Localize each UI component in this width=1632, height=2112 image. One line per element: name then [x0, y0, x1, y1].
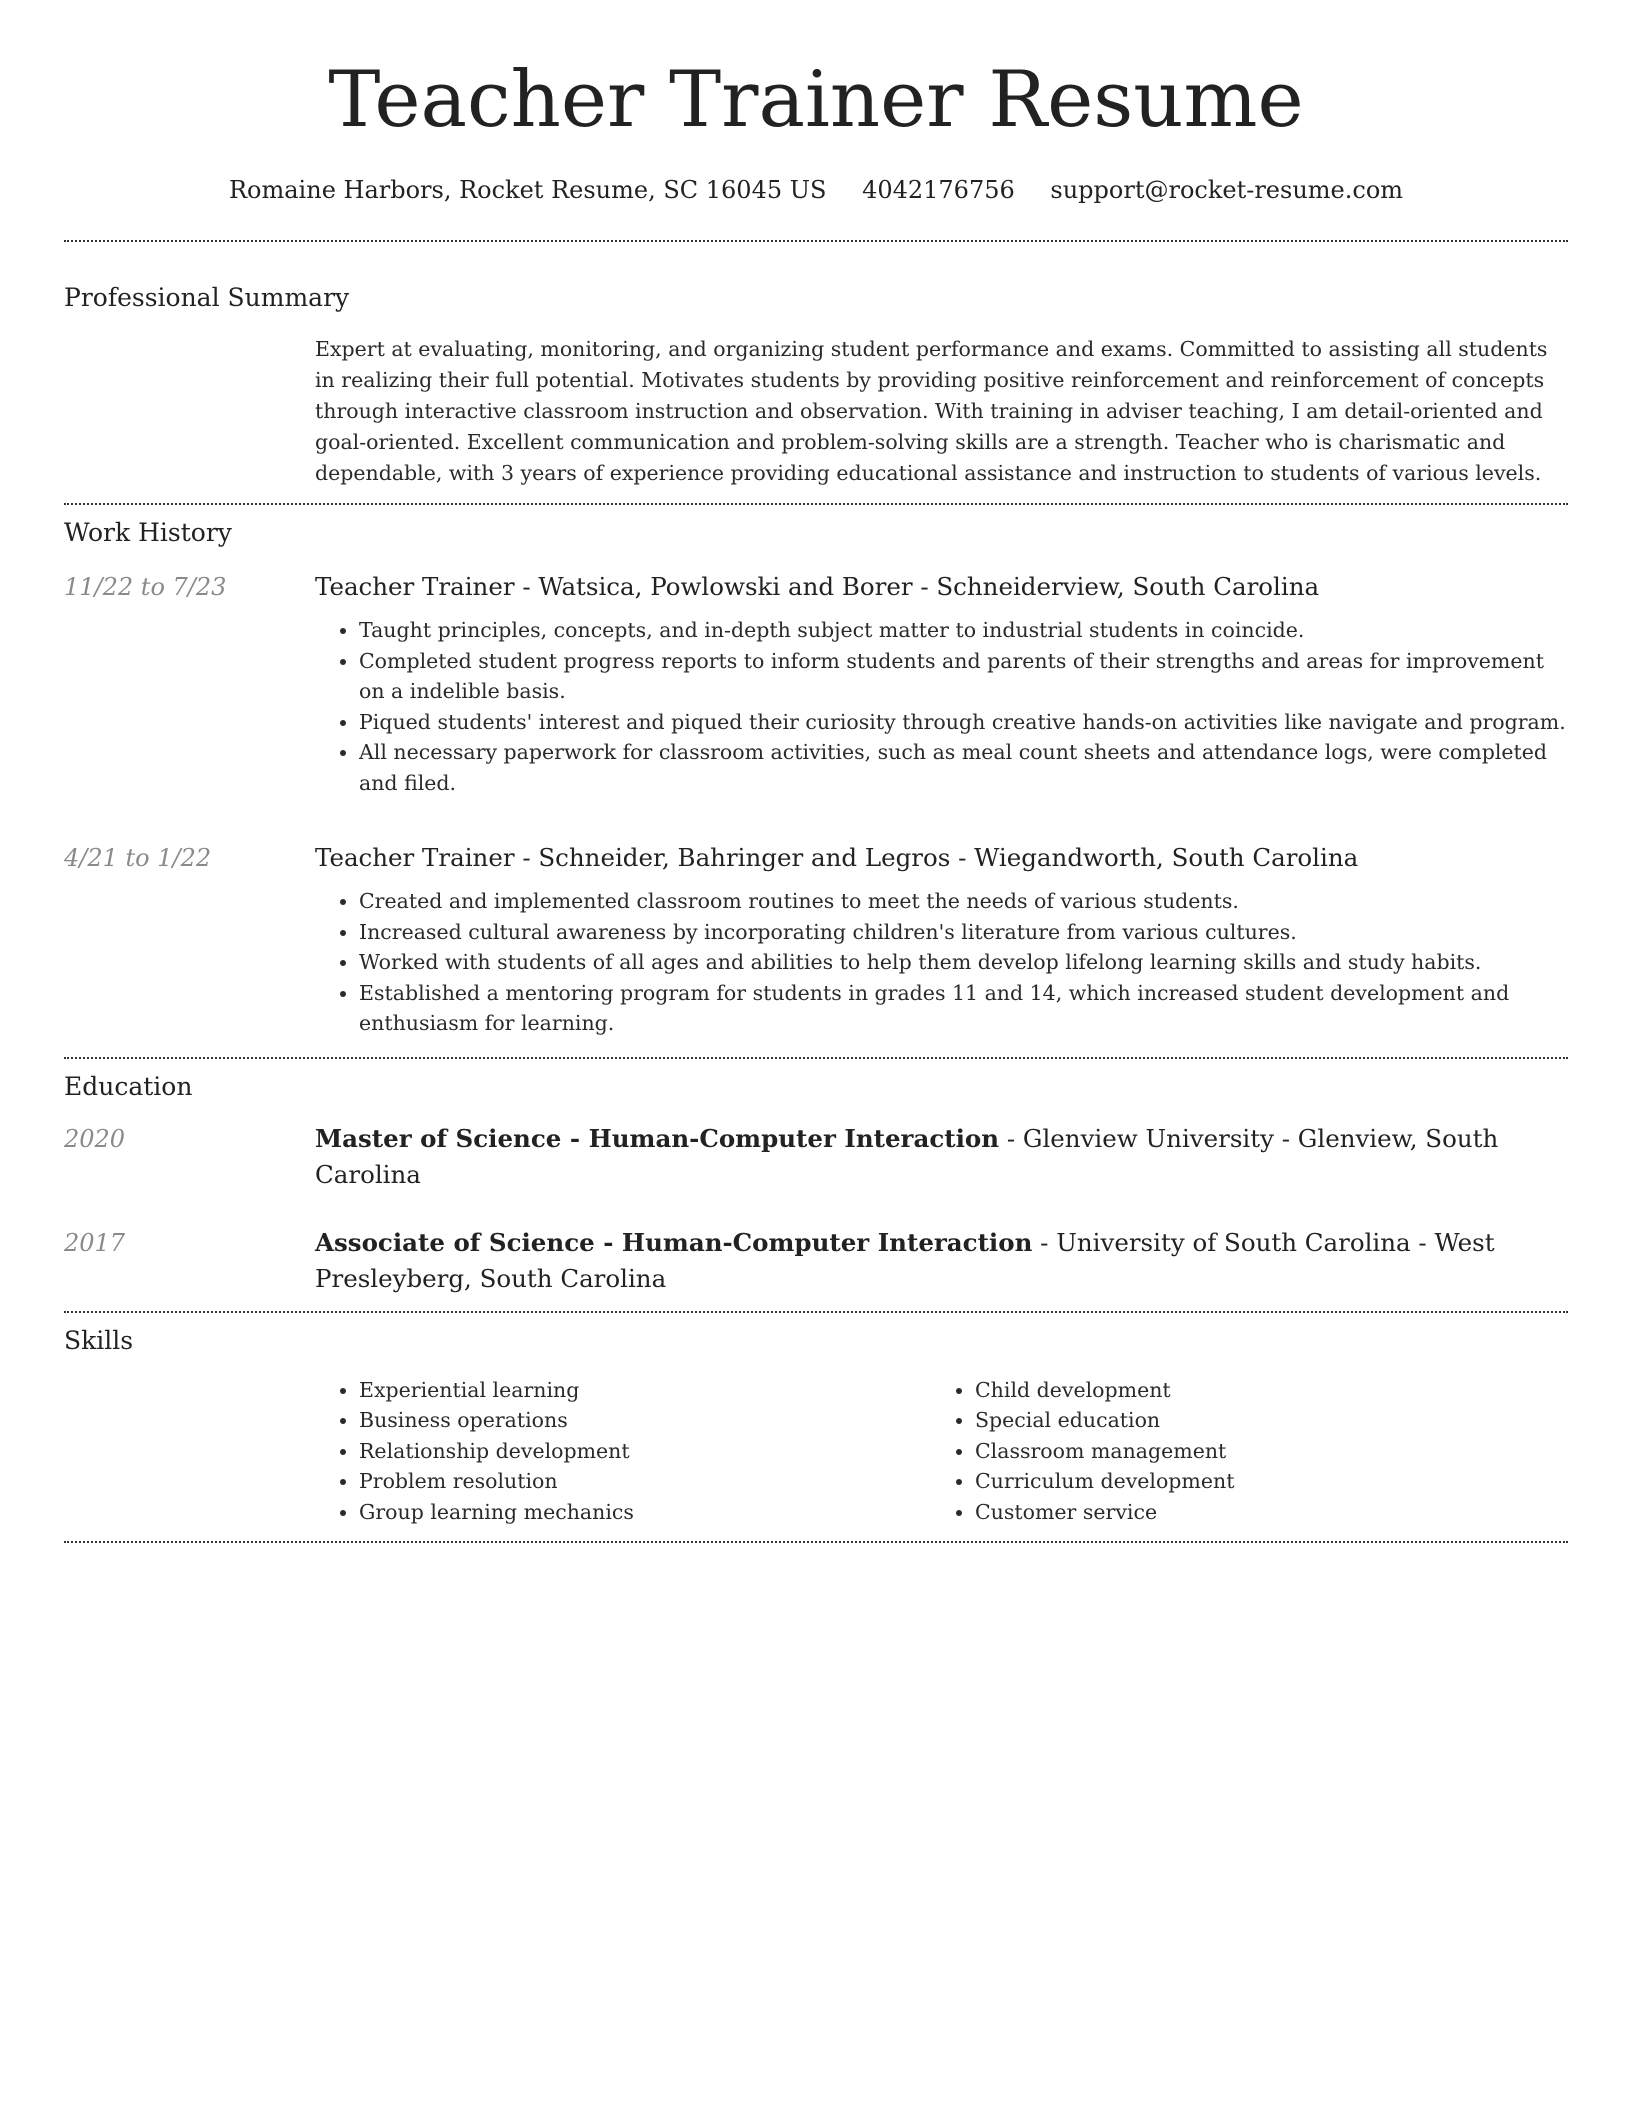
job-bullets	[315, 886, 1568, 1039]
list-item: • Worked with students of all ages and abilities to help them develop lifelong learning skills and study habits.	[359, 947, 1568, 978]
list-item: • Classroom management	[975, 1436, 1547, 1467]
contact-line	[64, 174, 1568, 206]
job-entry	[64, 840, 1568, 1039]
list-item: • Problem resolution	[359, 1466, 931, 1497]
job-title	[315, 840, 1568, 876]
skills-list	[315, 1375, 931, 1528]
job-employer: - Schneider, Bahringer and Legros - Wiegandworth, South Carolina	[514, 843, 1359, 872]
resume-title: Teacher Trainer Resume	[328, 55, 1304, 145]
job-dates: 4/21 to 1/22	[64, 844, 212, 872]
skills-column-right	[931, 1375, 1547, 1528]
education-entry	[64, 1225, 1568, 1297]
spacer	[64, 1527, 1568, 1541]
education-title	[315, 1225, 1568, 1297]
work-history-section	[64, 517, 1568, 1057]
job-entry	[64, 569, 1568, 798]
list-item: • Increased cultural awareness by incorporating children's literature from various cultures.	[359, 917, 1568, 948]
list-item: • Curriculum development	[975, 1466, 1547, 1497]
list-item: • Piqued students' interest and piqued their curiosity through creative hands-on activities like navigate and program.	[359, 707, 1568, 738]
list-item: • Established a mentoring program for students in grades 11 and 14, which increased student development and enthusiasm for learning.	[359, 978, 1568, 1039]
spacer	[64, 1039, 1568, 1057]
contact-email: support@rocket-resume.com	[1050, 176, 1404, 204]
divider	[64, 1541, 1568, 1543]
education-degree: Master of Science - Human-Computer Interaction	[315, 1123, 1000, 1153]
summary-heading: Professional Summary	[64, 283, 350, 312]
list-item: • All necessary paperwork for classroom activities, such as meal count sheets and attendance logs, were completed and filed.	[359, 737, 1568, 798]
education-year: 2020	[64, 1124, 126, 1153]
job-title	[315, 569, 1568, 605]
education-school: - Glenview University - Glenview, South Carolina	[315, 1123, 1499, 1189]
contact-phone: 4042176756	[862, 176, 1015, 204]
education-year: 2017	[64, 1228, 126, 1257]
education-entry	[64, 1121, 1568, 1193]
list-item: • Group learning mechanics	[359, 1497, 931, 1528]
education-school: - University of South Carolina - West Presleyberg, South Carolina	[315, 1227, 1495, 1293]
contact-address: Romaine Harbors, Rocket Resume, SC 16045 US	[228, 176, 827, 204]
job-role: Teacher Trainer	[315, 843, 515, 872]
list-item: • Child development	[975, 1375, 1547, 1406]
job-content	[315, 840, 1568, 1039]
job-content	[315, 569, 1568, 798]
skills-columns	[315, 1375, 1568, 1528]
education-degree: Associate of Science - Human-Computer Interaction	[315, 1227, 1033, 1257]
list-item: • Taught principles, concepts, and in-depth subject matter to industrial students in coincide.	[359, 615, 1568, 646]
divider	[64, 240, 1568, 242]
list-item: • Special education	[975, 1405, 1547, 1436]
skills-heading: Skills	[64, 1325, 134, 1355]
list-item: • Business operations	[359, 1405, 931, 1436]
spacer	[64, 1297, 1568, 1311]
skills-column-left	[315, 1375, 931, 1528]
divider	[64, 1057, 1568, 1059]
divider	[64, 1311, 1568, 1313]
list-item: • Relationship development	[359, 1436, 931, 1467]
skills-list	[931, 1375, 1547, 1528]
list-item: • Experiential learning	[359, 1375, 931, 1406]
work-history-heading: Work History	[64, 518, 232, 547]
list-item: • Completed student progress reports to inform students and parents of their strengths and areas for improvement on a indelible basis.	[359, 646, 1568, 707]
summary-text: Expert at evaluating, monitoring, and organizing student performance and exams. Committed to assisting all students in realizing their full potential. Motivates students by providing positive reinforcement and reinforcement of concepts through interactive classroom instruction and observation. With training in adviser teaching, I am detail-oriented and goal-oriented. Excellent communication and problem-solving skills are a strength. Teacher who is charismatic and dependable, with 3 years of experience providing educational assistance and instruction to students of various levels.	[315, 337, 1548, 485]
job-role: Teacher Trainer	[315, 572, 515, 601]
summary-section	[64, 282, 1568, 489]
divider	[64, 503, 1568, 505]
education-title	[315, 1121, 1568, 1193]
job-bullets	[315, 615, 1568, 798]
job-dates: 11/22 to 7/23	[64, 573, 227, 601]
list-item: • Customer service	[975, 1497, 1547, 1528]
job-employer: - Watsica, Powlowski and Borer - Schneiderview, South Carolina	[514, 572, 1320, 601]
skills-section	[64, 1325, 1568, 1542]
education-heading: Education	[64, 1071, 193, 1101]
education-section	[64, 1071, 1568, 1311]
list-item: • Created and implemented classroom routines to meet the needs of various students.	[359, 886, 1568, 917]
